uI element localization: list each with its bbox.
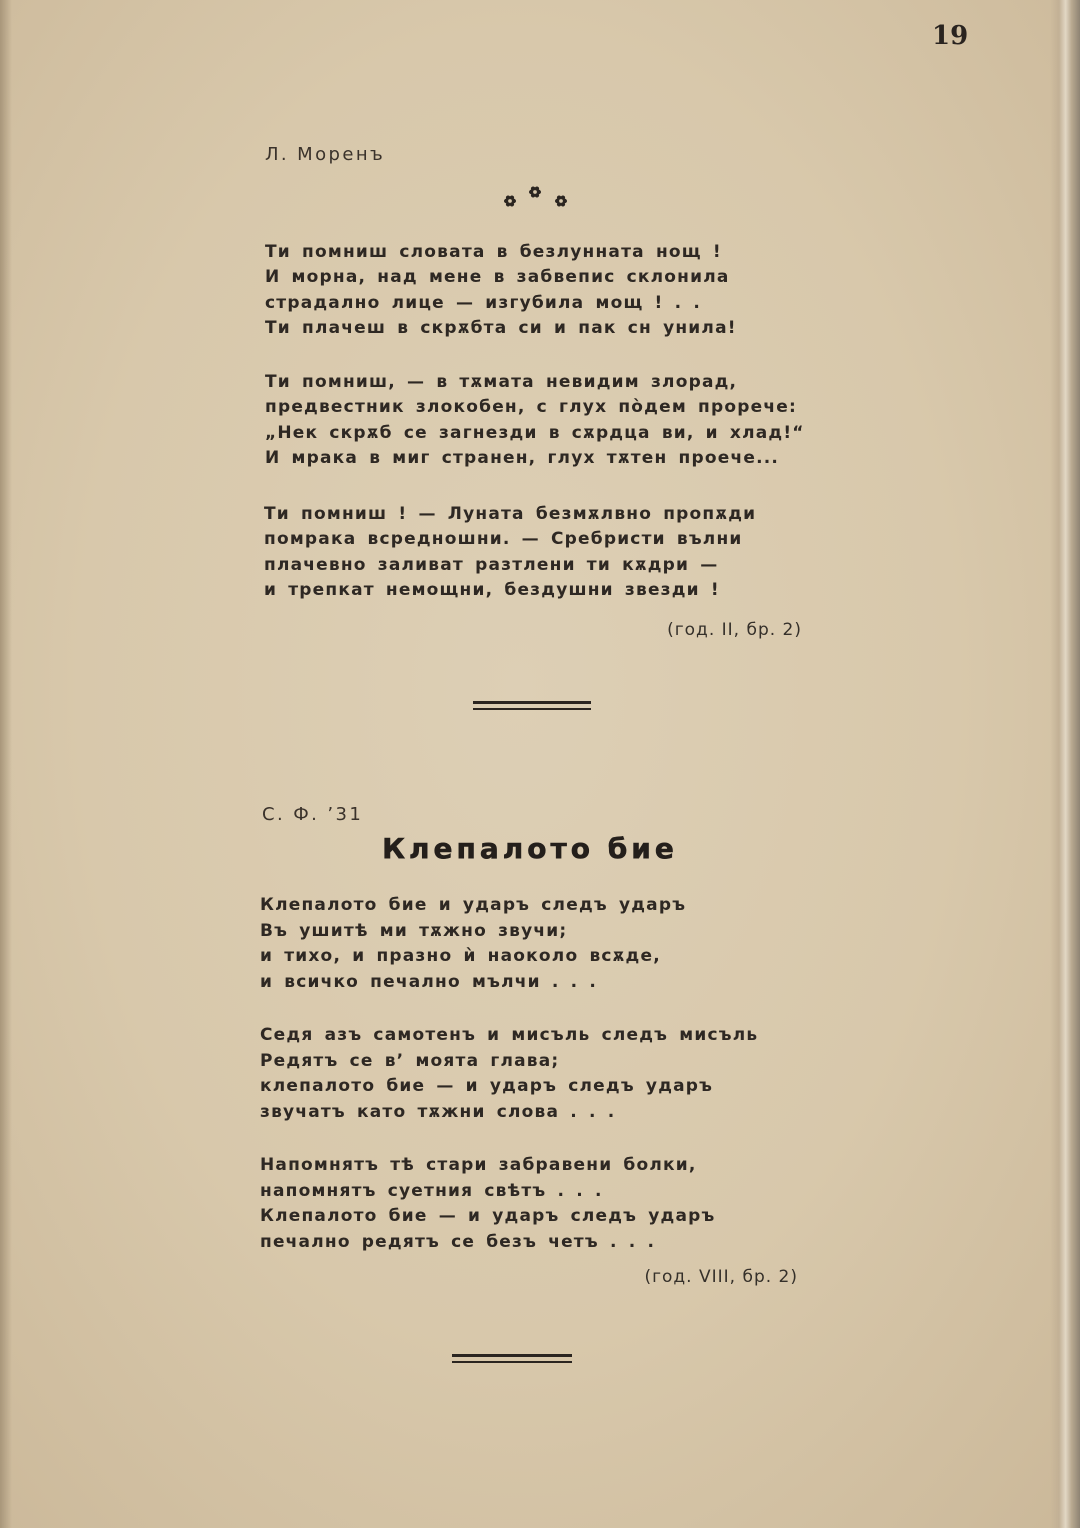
stanza <box>260 1023 758 1126</box>
poem-line: Напомнятъ тѣ стари забравени болки, <box>260 1155 697 1175</box>
poem-line: и тихо, и празно ѝ наоколо всѫде, <box>260 946 661 967</box>
poem-line: Ти помниш словата в безлунната нощ ! <box>265 242 722 262</box>
poem-line: Клепалото бие и ударъ следъ ударъ <box>260 895 687 915</box>
poem-line: Въ ушитѣ ми тѫжно звучи; <box>260 920 568 941</box>
poem-line: Ти помниш ! — Луната безмѫлвно пропѫди <box>264 504 757 524</box>
poem-line: плачевно заливат разтлени ти кѫдри — <box>264 554 719 575</box>
poem-line: Седя азъ самотенъ и мисъль следъ мисъль <box>260 1025 759 1045</box>
poem-title: Клепалото бие <box>382 832 678 865</box>
stanza <box>260 893 686 996</box>
poem-author: С. Ф. ’31 <box>262 804 364 825</box>
page-number: 19 <box>932 21 969 51</box>
poem-line: Ти помниш, — в тѫмата невидим злорад, <box>265 372 738 392</box>
poem-citation: (год. VIII, бр. 2) <box>644 1267 798 1287</box>
poem-line: клепалото бие — и ударъ следъ ударъ <box>260 1076 714 1097</box>
double-rule-divider <box>452 1354 572 1364</box>
poem-line: предвестник злокобен, с глух пòдем прорече: <box>265 397 797 418</box>
poem-line: и трепкат немощни, бездушни звезди ! <box>264 579 720 600</box>
poem-line: „Нек скрѫб се загнезди в сѫрдца ви, и хлад!“ <box>265 422 805 443</box>
poem-line: Редятъ се в’ моята глава; <box>260 1050 560 1071</box>
flower-icon <box>529 187 541 198</box>
poem-line: страдално лице — изгубила мощ ! . . <box>265 292 702 313</box>
rule-line <box>473 708 591 710</box>
poem-line: напомнятъ суетния свѣтъ . . . <box>260 1180 603 1201</box>
flower-asterism-icon <box>500 183 572 211</box>
double-rule-divider <box>473 701 591 711</box>
poem-line: печално редятъ се безъ четъ . . . <box>260 1232 656 1253</box>
flower-icon <box>504 196 516 207</box>
rule-line <box>473 701 591 704</box>
page-right-edge-binding <box>1050 0 1080 1528</box>
poem-line: И морна, над мене в забвепис склонила <box>265 267 730 288</box>
poem-author: Л. Моренъ <box>265 144 386 165</box>
poem-line: звучатъ като тѫжни слова . . . <box>260 1102 616 1123</box>
rule-line <box>452 1354 572 1357</box>
stanza <box>260 1153 716 1256</box>
poem-citation: (год. II, бр. 2) <box>667 620 802 640</box>
rule-line <box>452 1361 572 1363</box>
page-left-edge-shadow <box>0 0 12 1528</box>
poem-line: И мрака в миг странен, глух тѫтен проече... <box>265 447 780 468</box>
flower-icon <box>555 196 567 207</box>
poem-line: помрака всредношни. — Сребристи вълни <box>264 529 743 550</box>
poem-line: и всичко печално мълчи . . . <box>260 972 598 993</box>
stanza <box>265 240 737 341</box>
poem-line: Ти плачеш в скрѫбта си и пак сн унила! <box>265 317 737 338</box>
poem-line: Клепалото бие — и ударъ следъ ударъ <box>260 1206 716 1227</box>
stanza <box>264 502 756 603</box>
stanza <box>265 370 805 471</box>
